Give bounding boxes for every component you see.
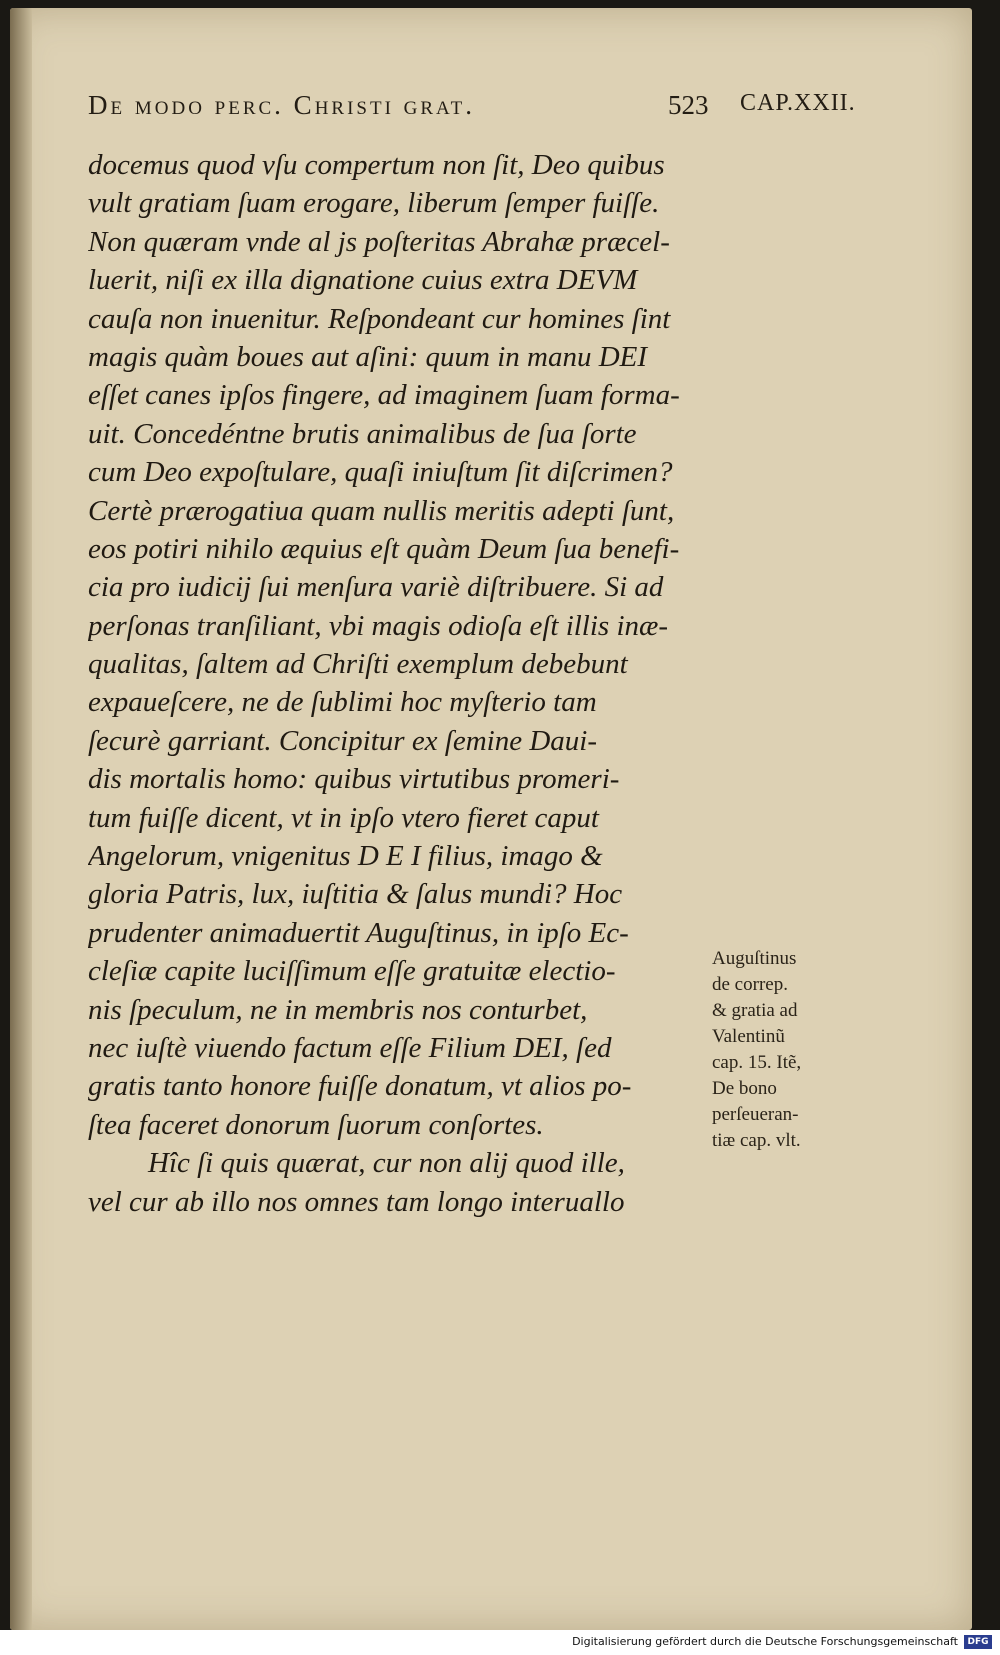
text-line: eos potiri nihilo æquius eſt quàm Deum ſua benefi- <box>88 532 680 565</box>
marginal-note-line: tiæ cap. vlt. <box>712 1130 801 1151</box>
marginal-note-line: & gratia ad <box>712 1000 798 1021</box>
page-number: 523 <box>668 90 709 120</box>
text-line: prudenter animaduertit Auguſtinus, in ipſo Ec- <box>88 916 629 949</box>
text-line: Non quæram vnde al js poſteritas Abrahæ præcel- <box>88 225 670 258</box>
text-line: expaueſcere, ne de ſublimi hoc myſterio tam <box>88 686 597 719</box>
marginal-note <box>712 946 862 1154</box>
chapter-label: CAP.XXII. <box>740 90 856 116</box>
text-line: Hîc ſi quis quærat, cur non alij quod ille, <box>148 1147 625 1180</box>
dfg-logo-icon: DFG <box>964 1635 992 1649</box>
footer-bar <box>0 1630 1000 1655</box>
marginal-note-line: de correp. <box>712 974 788 995</box>
text-line: magis quàm boues aut aſini: quum in manu DEI <box>88 340 648 373</box>
marginal-note-line: cap. 15. Itẽ, <box>712 1052 802 1073</box>
text-line: gloria Patris, lux, iuſtitia & ſalus mundi? Hoc <box>88 878 623 911</box>
text-line: cum Deo expoſtulare, quaſi iniuſtum ſit diſcrimen? <box>88 456 673 489</box>
text-line: perſonas tranſiliant, vbi magis odioſa eſt illis inæ- <box>88 609 669 642</box>
text-line: vel cur ab illo nos omnes tam longo interuallo <box>88 1185 625 1218</box>
marginal-note-line: Valentinũ <box>712 1026 785 1047</box>
text-line: nis ſpeculum, ne in membris nos conturbet, <box>88 993 588 1026</box>
text-line: Angelorum, vnigenitus D E I filius, imago & <box>88 840 603 873</box>
marginal-note-line: Auguſtinus <box>712 948 797 969</box>
text-line: cauſa non inuenitur. Reſpondeant cur homines ſint <box>88 302 671 335</box>
text-line: eſſet canes ipſos fingere, ad imaginem ſuam forma- <box>88 379 680 412</box>
book-spine <box>10 8 32 1630</box>
text-line: qualitas, ſaltem ad Chriſti exemplum debebunt <box>88 648 628 681</box>
text-line: ſecurè garriant. Concipitur ex ſemine Daui- <box>88 724 598 757</box>
text-line: gratis tanto honore fuiſſe donatum, vt alios po- <box>88 1070 632 1103</box>
text-line: Certè prærogatiua quam nullis meritis adepti ſunt, <box>88 494 675 527</box>
text-line: dis mortalis homo: quibus virtutibus promeri- <box>88 763 620 796</box>
text-line: cia pro iudicij ſui menſura variè diſtribuere. Si ad <box>88 571 664 604</box>
footer-credit: Digitalisierung gefördert durch die Deutsche Forschungsgemeinschaft <box>572 1635 958 1648</box>
text-line: docemus quod vſu compertum non ſit, Deo quibus <box>88 149 665 181</box>
page-header <box>88 90 888 130</box>
text-line: ſtea faceret donorum ſuorum conſortes. <box>88 1108 544 1141</box>
running-title: De modo perc. Christi grat. <box>88 90 476 120</box>
text-line: tum fuiſſe dicent, vt in ipſo vtero fieret caput <box>88 801 599 834</box>
marginal-note-line: De bono <box>712 1078 777 1099</box>
text-line: vult gratiam ſuam erogare, liberum ſemper fuiſſe. <box>88 187 660 220</box>
text-line: cleſiæ capite luciſſimum eſſe gratuitæ electio- <box>88 955 616 988</box>
body-text <box>88 146 718 1221</box>
text-line: uit. Concedéntne brutis animalibus de ſua ſorte <box>88 417 637 450</box>
text-line: luerit, niſi ex illa dignatione cuius extra DEVM <box>88 264 638 297</box>
marginal-note-line: perſeueran- <box>712 1104 799 1125</box>
text-line: nec iuſtè viuendo factum eſſe Filium DEI, ſed <box>88 1031 612 1064</box>
